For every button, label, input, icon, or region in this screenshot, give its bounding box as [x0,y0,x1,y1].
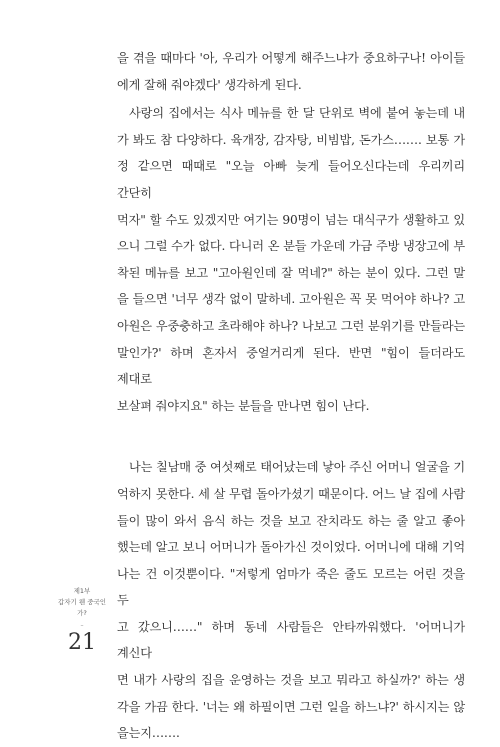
text-line: 각을 가끔 한다. '너는 왜 하필이면 그런 일을 하느냐?' 하시지는 않 [117,699,465,714]
paragraph [117,100,465,419]
text-line: 나는 칠남매 중 여섯째로 태어났는데 낳아 주신 어머니 얼굴을 기 [129,460,465,475]
text-line: 먹자" 할 수도 있겠지만 여기는 90명이 넘는 대식구가 생활하고 있 [117,212,465,227]
text-line: 나는 건 이것뿐이다. "저렇게 엄마가 죽은 줄도 모르는 어린 것을 두 [117,566,465,608]
text-line: 말인가?' 하며 혼자서 중얼거리게 된다. 반면 "힘이 들더라도 제대로 [117,345,465,387]
text-line: 착된 메뉴를 보고 "고아원인데 잘 먹네?" 하는 분이 있다. 그런 말 [117,265,465,280]
section-break [117,419,465,454]
text-line: 아원은 우중충하고 초라해야 하나? 나보고 그런 분위기를 만들라는 [117,318,465,333]
part-label: 제1부 [73,587,91,595]
text-line: 정 같으면 때때로 "오늘 아빠 늦게 들어오신다는데 우리끼리 간단히 [117,159,465,200]
text-line: 을는지……. [117,726,180,741]
text-line: 가 봐도 참 다양하다. 육개장, 감자탕, 비빔밥, 돈가스……. 보통 가 [117,132,465,147]
text-line: 을 겪을 때마다 '아, 우리가 어떻게 해주느냐가 중요하구나! 아이들 [117,51,465,65]
text-line: 보살펴 줘야지요" 하는 분들을 만나면 힘이 난다. [117,398,370,413]
text-line: 에게 잘해 줘야겠다' 생각하게 된다. [117,77,302,92]
side-marker [57,586,107,655]
text-line: 했는데 알고 보니 어머니가 돌아가신 것이었다. 어머니에 대해 기억 [117,540,465,555]
body-text [117,45,465,747]
text-line: 을 들으면 '너무 생각 없이 말하네. 고아원은 꼭 못 먹어야 하나? 고 [117,292,465,307]
part-subtitle: 갑자기 웬 중국인가? [57,598,107,617]
paragraph [117,454,465,747]
text-line: 사랑의 집에서는 식사 메뉴를 한 달 단위로 벽에 붙여 놓는데 내 [129,106,465,121]
text-line: 억하지 못한다. 세 살 무렵 돌아가셨기 때문이다. 어느 날 집에 사람 [117,486,465,501]
paragraph [117,45,465,98]
text-line: 들이 많이 와서 음식 하는 것을 보고 잔치라도 하는 줄 알고 좋아 [117,513,465,528]
text-line: 면 내가 사랑의 집을 운영하는 것을 보고 뭐라고 하실까?' 하는 생 [117,673,465,688]
text-line: 으니 그럴 수가 없다. 다니러 온 분들 가운데 가금 주방 냉장고에 부 [117,239,465,254]
marker-divider: – [80,622,84,629]
text-line: 고 갔으니……" 하며 동네 사람들은 안타까워했다. '어머니가 계신다 [117,619,465,661]
page-number: 21 [68,630,96,655]
